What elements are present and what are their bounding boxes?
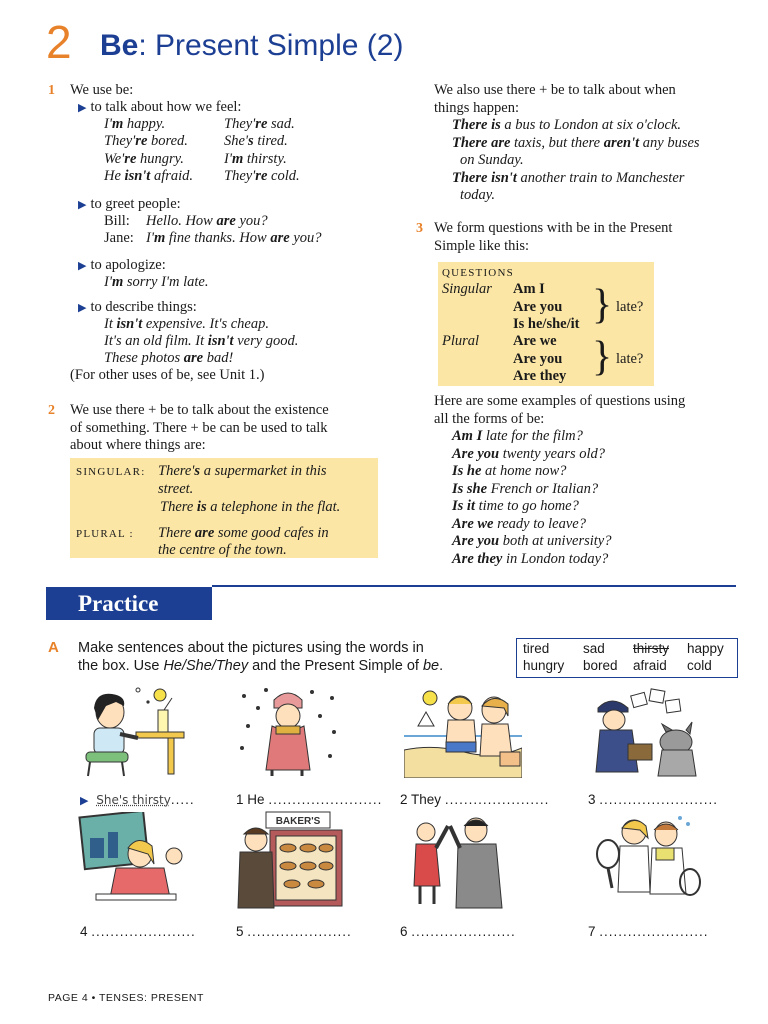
word-box-item: thirsty — [633, 641, 670, 656]
title-bold: Be — [100, 29, 139, 62]
greet-jane: Jane: I'm fine thanks. How are you? — [104, 230, 322, 246]
section-3 — [416, 220, 726, 255]
singular-example: There's a supermarket in this — [158, 463, 327, 479]
apologize-example: I'm sorry I'm late. — [104, 274, 209, 290]
question-example: Are they in London today? — [452, 550, 609, 567]
answer-line-1[interactable]: 1 He ........................ — [236, 792, 383, 807]
singular-label: Singular — [442, 281, 492, 297]
also-example: There isn't another train to Manchester — [452, 169, 685, 186]
bullet-icon: ▶ — [78, 102, 87, 114]
bullet-icon: ▶ — [80, 795, 89, 807]
tennis-players-tired-picture — [594, 812, 704, 912]
exercise-instruction: Make sentences about the pictures using the words in the box. Use He/She/They and the Present Simple of be. — [78, 640, 444, 674]
bullet-icon: ▶ — [78, 302, 87, 314]
also-example: There are taxis, but there aren't any buses — [452, 134, 700, 151]
title-rest: : Present Simple (2) — [138, 29, 404, 62]
plural-label: PLURAL : — [76, 528, 134, 540]
also-example: There is a bus to London at six o'clock. — [452, 117, 682, 133]
word-box-item: afraid — [633, 658, 667, 673]
examples-intro: all the forms of be: — [434, 410, 545, 427]
feel-example: We're hungry. — [104, 151, 184, 167]
question-example: Am I late for the film? — [452, 428, 583, 444]
right-column — [434, 82, 734, 205]
word-box-item: bored — [583, 658, 618, 673]
section-number: 3 — [416, 221, 423, 236]
section-intro: We use be: — [70, 82, 134, 98]
woman-bored-picture — [78, 812, 188, 912]
singular-example-cont: street. — [158, 481, 194, 497]
man-bakery-picture — [236, 810, 348, 910]
answer-line-6[interactable]: 6 ...................... — [400, 924, 516, 939]
question-example: Is he at home now? — [452, 463, 567, 479]
people-happy-picture — [406, 814, 516, 910]
singular-label: SINGULAR: — [76, 466, 146, 478]
question-example: Are we ready to leave? — [452, 515, 586, 532]
section-3-line: Simple like this: — [434, 237, 530, 254]
singular-example: There is a telephone in the flat. — [160, 499, 341, 515]
word-box-item: tired — [523, 641, 550, 656]
question-form: Are we — [513, 333, 557, 349]
apologize-label: to apologize: — [90, 257, 166, 273]
late-word: late? — [616, 299, 644, 315]
plural-example-cont: the centre of the town. — [158, 542, 287, 558]
section-number: 1 — [48, 83, 55, 98]
question-example: Is it time to go home? — [452, 498, 579, 514]
bullet-icon: ▶ — [78, 260, 87, 272]
answer-line-4[interactable]: 4 ...................... — [80, 924, 196, 939]
brace-icon: } — [592, 334, 613, 380]
brace-icon: } — [592, 282, 613, 328]
question-form: Are you — [513, 299, 563, 315]
unit-number: 2 — [46, 16, 72, 68]
word-box-item: sad — [583, 641, 605, 656]
answer-line-example: ▶ She's thirsty..... — [80, 792, 195, 807]
feel-example: He isn't afraid. — [104, 168, 194, 184]
answer-line-5[interactable]: 5 ...................... — [236, 924, 352, 939]
word-box-item: hungry — [523, 658, 565, 673]
children-beach-picture — [404, 686, 522, 778]
page-title — [100, 28, 403, 64]
section-2-line: We use there + be to talk about the existence — [70, 402, 329, 418]
question-examples — [434, 393, 734, 568]
describe-label: to describe things: — [90, 299, 197, 315]
word-box — [516, 638, 738, 678]
late-word: late? — [616, 351, 644, 367]
section-2-line: about where things are: — [70, 437, 206, 453]
bullet-icon: ▶ — [78, 199, 87, 211]
exercise-letter: A — [48, 639, 59, 656]
word-box-item: happy — [687, 641, 724, 656]
greet-bill: Bill: Hello. How are you? — [104, 213, 268, 229]
question-example: Are you twenty years old? — [452, 445, 606, 462]
questions-label: QUESTIONS — [442, 267, 514, 279]
question-example: Is she French or Italian? — [452, 480, 599, 497]
examples-intro: Here are some examples of questions using — [434, 393, 686, 409]
also-line: We also use there + be to talk about when — [434, 82, 676, 98]
plural-example: There are some good cafes in — [158, 525, 329, 541]
also-example-cont: today. — [460, 187, 496, 203]
shop-sign-text: BAKER'S — [275, 816, 321, 827]
feel-label: to talk about how we feel: — [90, 99, 242, 115]
section-number: 2 — [48, 403, 55, 418]
question-form: Am I — [513, 281, 545, 297]
feel-example: They're sad. — [224, 116, 295, 132]
feel-examples — [48, 116, 388, 186]
questions-box — [438, 262, 654, 386]
postman-dog-picture — [592, 686, 704, 778]
answer-line-2[interactable]: 2 They ...................... — [400, 792, 550, 807]
question-form: Is he/she/it — [513, 316, 580, 332]
answer-line-3[interactable]: 3 ......................... — [588, 792, 719, 807]
also-example-cont: on Sunday. — [460, 152, 524, 168]
describe-example: It isn't expensive. It's cheap. — [104, 316, 269, 332]
question-form: Are they — [513, 368, 567, 384]
greet-label: to greet people: — [90, 196, 181, 212]
other-uses-note: (For other uses of be, see Unit 1.) — [70, 367, 265, 383]
feel-example: She's tired. — [224, 133, 288, 149]
plural-label: Plural — [442, 333, 480, 349]
word-box-item: cold — [687, 658, 712, 673]
feel-example: I'm thirsty. — [224, 151, 287, 167]
section-2-line: of something. There + be can be used to talk — [70, 419, 328, 436]
practice-heading: Practice — [46, 587, 212, 620]
question-form: Are you — [513, 351, 563, 367]
girl-thirsty-picture — [76, 686, 186, 778]
section-3-line: We form questions with be in the Present — [434, 220, 673, 236]
section-2 — [48, 402, 388, 455]
answer-line-7[interactable]: 7 ....................... — [588, 924, 709, 939]
page-footer: PAGE 4 • TENSES: PRESENT — [48, 992, 204, 1004]
feel-example: They're bored. — [104, 133, 188, 149]
there-be-box — [70, 458, 378, 558]
feel-example: I'm happy. — [104, 116, 166, 132]
woman-cold-picture — [236, 686, 342, 778]
also-line: things happen: — [434, 99, 519, 116]
practice-rule — [212, 585, 736, 587]
describe-example: These photos are bad! — [104, 350, 234, 366]
feel-example: They're cold. — [224, 168, 300, 184]
section-1 — [48, 82, 388, 384]
describe-example: It's an old film. It isn't very good. — [104, 333, 299, 349]
question-example: Are you both at university? — [452, 533, 612, 549]
